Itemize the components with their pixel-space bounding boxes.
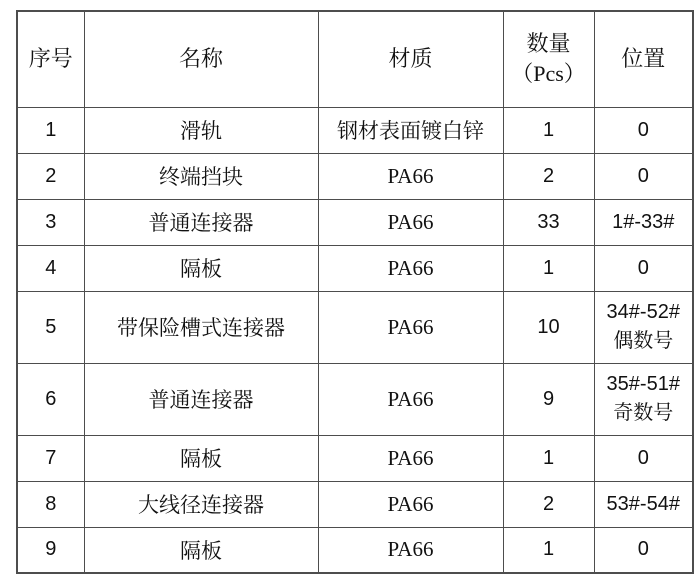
cell-position: [594, 291, 693, 363]
cell-quantity: 1: [503, 527, 594, 573]
position-range-line: 0: [637, 118, 649, 141]
table-row: [17, 481, 693, 527]
position-range-line: 34#-52#: [606, 301, 680, 323]
cell-index: 3: [17, 199, 84, 245]
cell-quantity: 1: [503, 435, 594, 481]
cell-name: 滑轨: [84, 107, 318, 153]
position-note-line: 偶数号: [613, 330, 674, 352]
cell-name: 隔板: [84, 245, 318, 291]
cell-position: [594, 481, 693, 527]
table-row: [17, 291, 693, 363]
cell-material: PA66: [318, 481, 503, 527]
cell-quantity: 10: [503, 291, 594, 363]
cell-position: [594, 107, 693, 153]
cell-quantity: 1: [503, 245, 594, 291]
cell-position: [594, 363, 693, 435]
cell-name: 隔板: [84, 527, 318, 573]
col-header-material: 材质: [318, 11, 503, 107]
cell-name: 带保险槽式连接器: [84, 291, 318, 363]
cell-name: 普通连接器: [84, 363, 318, 435]
position-range-line: 0: [637, 256, 649, 279]
position-range-line: 0: [637, 538, 649, 561]
table-row: [17, 245, 693, 291]
cell-quantity: 1: [503, 107, 594, 153]
cell-material: PA66: [318, 363, 503, 435]
cell-position: [594, 435, 693, 481]
col-header-position: 位置: [594, 11, 693, 107]
table-row: [17, 363, 693, 435]
quantity-header-label: 数量: [526, 31, 571, 57]
cell-material: 钢材表面镀白锌: [318, 107, 503, 153]
cell-material: PA66: [318, 435, 503, 481]
cell-name: 终端挡块: [84, 153, 318, 199]
cell-quantity: 33: [503, 199, 594, 245]
table-row: [17, 107, 693, 153]
table-row: [17, 527, 693, 573]
cell-name: 隔板: [84, 435, 318, 481]
position-range-line: 0: [637, 164, 649, 187]
col-header-name: 名称: [84, 11, 318, 107]
cell-position: [594, 245, 693, 291]
col-header-index: 序号: [17, 11, 84, 107]
bom-table: [16, 10, 694, 574]
cell-index: 5: [17, 291, 84, 363]
cell-quantity: 2: [503, 481, 594, 527]
table-row: [17, 435, 693, 481]
cell-material: PA66: [318, 199, 503, 245]
position-range-line: 0: [637, 446, 649, 469]
quantity-header-unit: （Pcs）: [511, 61, 586, 87]
cell-position: [594, 153, 693, 199]
cell-quantity: 2: [503, 153, 594, 199]
cell-index: 8: [17, 481, 84, 527]
cell-name: 普通连接器: [84, 199, 318, 245]
bom-table-body: [17, 107, 693, 573]
cell-material: PA66: [318, 245, 503, 291]
cell-material: PA66: [318, 153, 503, 199]
position-range-line: 35#-51#: [606, 373, 680, 395]
cell-quantity: 9: [503, 363, 594, 435]
table-row: [17, 153, 693, 199]
cell-index: 2: [17, 153, 84, 199]
cell-material: PA66: [318, 527, 503, 573]
position-range-line: 1#-33#: [612, 210, 675, 233]
table-row: [17, 199, 693, 245]
position-range-line: 53#-54#: [606, 492, 680, 515]
col-header-quantity: [503, 11, 594, 107]
cell-position: [594, 199, 693, 245]
cell-name: 大线径连接器: [84, 481, 318, 527]
cell-index: 7: [17, 435, 84, 481]
header-row: [17, 11, 693, 107]
cell-index: 4: [17, 245, 84, 291]
cell-material: PA66: [318, 291, 503, 363]
cell-index: 6: [17, 363, 84, 435]
cell-position: [594, 527, 693, 573]
position-note-line: 奇数号: [613, 402, 674, 424]
cell-index: 1: [17, 107, 84, 153]
cell-index: 9: [17, 527, 84, 573]
